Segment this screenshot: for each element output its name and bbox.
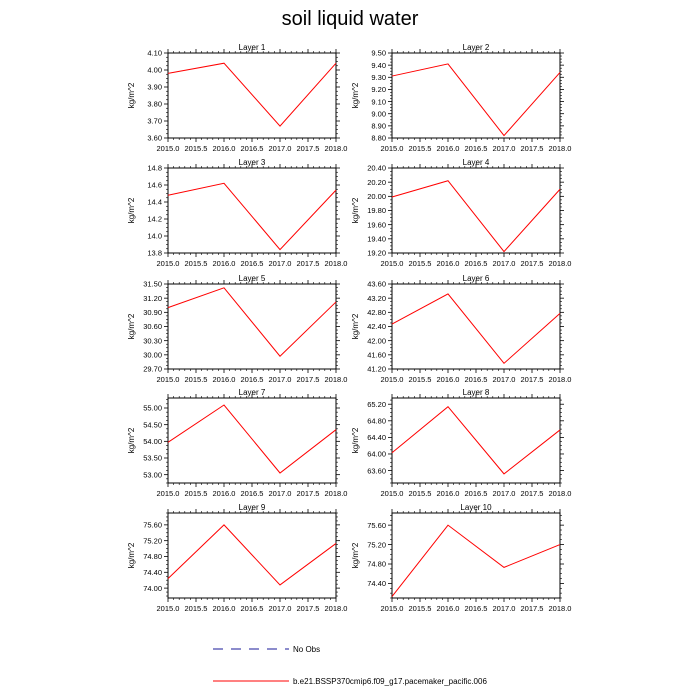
x-tick-label: 2016.5 [464, 144, 488, 153]
y-tick-label: 9.20 [371, 85, 386, 95]
series-line [168, 525, 336, 585]
y-tick-label: 9.40 [371, 60, 386, 70]
x-tick-label: 2017.5 [520, 144, 544, 153]
y-tick-label: 54.50 [143, 420, 162, 430]
panel-title: Layer 6 [462, 274, 490, 283]
y-axis-label: kg/m^2 [351, 313, 360, 340]
y-tick-label: 75.20 [143, 536, 162, 546]
y-axis-label: kg/m^2 [351, 542, 360, 569]
x-tick-label: 2017.0 [268, 144, 292, 153]
y-axis-label: kg/m^2 [351, 427, 360, 454]
panel-title: Layer 10 [460, 503, 492, 512]
y-tick-label: 3.60 [147, 133, 162, 143]
y-tick-label: 75.20 [367, 540, 386, 550]
x-tick-label: 2015.0 [156, 144, 180, 153]
y-tick-label: 74.00 [143, 583, 162, 593]
y-tick-label: 14.6 [147, 180, 162, 190]
x-tick-label: 2017.0 [492, 604, 516, 613]
page-title: soil liquid water [281, 8, 419, 30]
x-tick-label: 2016.0 [212, 144, 236, 153]
y-tick-label: 9.50 [371, 48, 386, 58]
x-tick-label: 2015.5 [408, 259, 432, 268]
plot-frame [168, 168, 336, 253]
y-tick-label: 41.60 [367, 350, 386, 360]
y-tick-label: 31.50 [143, 279, 162, 289]
x-tick-label: 2016.5 [464, 259, 488, 268]
y-tick-label: 3.90 [147, 82, 162, 92]
series-line [392, 407, 560, 474]
x-tick-label: 2015.0 [156, 259, 180, 268]
x-tick-label: 2015.0 [380, 375, 404, 384]
x-tick-label: 2015.0 [380, 259, 404, 268]
x-tick-label: 2015.5 [184, 489, 208, 498]
y-tick-label: 42.40 [367, 322, 386, 332]
y-tick-label: 42.80 [367, 308, 386, 318]
y-tick-label: 75.60 [143, 520, 162, 530]
y-tick-label: 8.90 [371, 121, 386, 131]
chart-panel [127, 274, 347, 384]
y-tick-label: 14.0 [147, 231, 162, 241]
x-tick-label: 2016.0 [212, 604, 236, 613]
panel-title: Layer 9 [238, 503, 266, 512]
panel-title: Layer 4 [462, 158, 490, 167]
chart-panel [127, 388, 347, 498]
x-tick-label: 2018.0 [548, 489, 572, 498]
y-tick-label: 31.20 [143, 293, 162, 303]
series-line [168, 183, 336, 249]
x-tick-label: 2015.0 [156, 604, 180, 613]
chart-panel [127, 503, 347, 613]
y-tick-label: 8.80 [371, 133, 386, 143]
y-tick-label: 54.00 [143, 437, 162, 447]
y-tick-label: 43.60 [367, 279, 386, 289]
y-tick-label: 55.00 [143, 403, 162, 413]
y-tick-label: 64.00 [367, 449, 386, 459]
y-tick-label: 4.10 [147, 48, 162, 58]
x-tick-label: 2016.5 [464, 489, 488, 498]
x-tick-label: 2015.0 [156, 489, 180, 498]
y-tick-label: 20.00 [367, 192, 386, 202]
x-tick-label: 2016.0 [436, 144, 460, 153]
x-tick-label: 2018.0 [548, 144, 572, 153]
y-tick-label: 14.8 [147, 163, 162, 173]
x-tick-label: 2016.0 [436, 375, 460, 384]
x-tick-label: 2015.5 [408, 375, 432, 384]
plot-frame [392, 168, 560, 253]
chart-panel [127, 43, 347, 153]
legend-model-label: b.e21.BSSP370cmip6.f09_g17.pacemaker_pacific.006 [293, 677, 487, 686]
x-tick-label: 2017.0 [492, 489, 516, 498]
series-line [392, 181, 560, 252]
x-tick-label: 2018.0 [324, 489, 348, 498]
y-tick-label: 74.80 [143, 552, 162, 562]
panel-title: Layer 8 [462, 388, 490, 397]
x-tick-label: 2017.5 [520, 259, 544, 268]
x-tick-label: 2016.5 [240, 489, 264, 498]
x-tick-label: 2016.0 [436, 604, 460, 613]
y-tick-label: 3.70 [147, 116, 162, 126]
panel-title: Layer 5 [238, 274, 266, 283]
y-tick-label: 19.40 [367, 234, 386, 244]
y-tick-label: 53.00 [143, 470, 162, 480]
y-axis-label: kg/m^2 [127, 427, 136, 454]
x-tick-label: 2016.5 [240, 259, 264, 268]
x-tick-label: 2018.0 [324, 375, 348, 384]
y-tick-label: 64.80 [367, 416, 386, 426]
x-tick-label: 2015.0 [380, 489, 404, 498]
legend-obs-label: No Obs [293, 645, 321, 654]
x-tick-label: 2017.0 [492, 144, 516, 153]
x-tick-label: 2015.5 [408, 144, 432, 153]
x-tick-label: 2017.5 [296, 144, 320, 153]
y-tick-label: 19.60 [367, 220, 386, 230]
x-tick-label: 2017.5 [520, 489, 544, 498]
y-tick-label: 74.40 [367, 579, 386, 589]
y-axis-label: kg/m^2 [127, 82, 136, 109]
x-tick-label: 2015.5 [408, 489, 432, 498]
y-tick-label: 9.30 [371, 72, 386, 82]
y-tick-label: 4.00 [147, 65, 162, 75]
chart-panel [351, 503, 571, 613]
y-tick-label: 53.50 [143, 453, 162, 463]
x-tick-label: 2016.5 [240, 604, 264, 613]
y-tick-label: 30.00 [143, 350, 162, 360]
y-axis-label: kg/m^2 [127, 313, 136, 340]
y-tick-label: 14.4 [147, 197, 162, 207]
y-tick-label: 19.80 [367, 206, 386, 216]
x-tick-label: 2018.0 [324, 604, 348, 613]
panel-title: Layer 2 [462, 43, 490, 52]
x-tick-label: 2017.0 [492, 259, 516, 268]
y-tick-label: 65.20 [367, 399, 386, 409]
panel-title: Layer 7 [238, 388, 266, 397]
chart-panel [351, 158, 571, 268]
panel-title: Layer 3 [238, 158, 266, 167]
y-tick-label: 19.20 [367, 248, 386, 258]
y-tick-label: 30.90 [143, 308, 162, 318]
x-tick-label: 2016.0 [212, 259, 236, 268]
y-tick-label: 75.60 [367, 520, 386, 530]
y-tick-label: 30.30 [143, 336, 162, 346]
y-tick-label: 13.8 [147, 248, 162, 258]
x-tick-label: 2017.5 [520, 375, 544, 384]
x-tick-label: 2017.0 [268, 604, 292, 613]
x-tick-label: 2016.5 [240, 375, 264, 384]
series-line [168, 405, 336, 473]
x-tick-label: 2017.5 [520, 604, 544, 613]
y-tick-label: 9.10 [371, 97, 386, 107]
legend [213, 645, 487, 686]
x-tick-label: 2017.5 [296, 259, 320, 268]
panel-title: Layer 1 [238, 43, 266, 52]
x-tick-label: 2016.0 [436, 259, 460, 268]
y-tick-label: 29.70 [143, 364, 162, 374]
y-tick-label: 64.40 [367, 433, 386, 443]
series-line [168, 63, 336, 126]
x-tick-label: 2018.0 [324, 144, 348, 153]
y-tick-label: 3.80 [147, 99, 162, 109]
x-tick-label: 2015.5 [184, 259, 208, 268]
x-tick-label: 2015.5 [408, 604, 432, 613]
x-tick-label: 2017.0 [268, 259, 292, 268]
plot-frame [168, 53, 336, 138]
x-tick-label: 2015.5 [184, 144, 208, 153]
y-axis-label: kg/m^2 [127, 197, 136, 224]
y-tick-label: 74.40 [143, 568, 162, 578]
x-tick-label: 2016.5 [240, 144, 264, 153]
x-tick-label: 2017.5 [296, 489, 320, 498]
x-tick-label: 2015.0 [380, 144, 404, 153]
x-tick-label: 2017.5 [296, 604, 320, 613]
x-tick-label: 2018.0 [548, 375, 572, 384]
y-tick-label: 42.00 [367, 336, 386, 346]
series-line [392, 64, 560, 136]
plot-frame [392, 513, 560, 598]
x-tick-label: 2018.0 [548, 604, 572, 613]
y-tick-label: 20.40 [367, 163, 386, 173]
y-tick-label: 20.20 [367, 177, 386, 187]
chart-panel [351, 274, 571, 384]
x-tick-label: 2016.5 [464, 604, 488, 613]
y-axis-label: kg/m^2 [351, 82, 360, 109]
y-axis-label: kg/m^2 [127, 542, 136, 569]
x-tick-label: 2015.5 [184, 604, 208, 613]
y-tick-label: 43.20 [367, 293, 386, 303]
x-tick-label: 2015.0 [156, 375, 180, 384]
x-tick-label: 2016.0 [436, 489, 460, 498]
y-tick-label: 9.00 [371, 109, 386, 119]
x-tick-label: 2018.0 [548, 259, 572, 268]
x-tick-label: 2016.5 [464, 375, 488, 384]
x-tick-label: 2017.0 [268, 375, 292, 384]
y-tick-label: 74.80 [367, 559, 386, 569]
plot-frame [168, 398, 336, 483]
chart-panel [351, 43, 571, 153]
x-tick-label: 2017.0 [492, 375, 516, 384]
x-tick-label: 2016.0 [212, 375, 236, 384]
x-tick-label: 2016.0 [212, 489, 236, 498]
y-tick-label: 30.60 [143, 322, 162, 332]
series-line [392, 525, 560, 596]
y-tick-label: 41.20 [367, 364, 386, 374]
plot-frame [392, 53, 560, 138]
series-line [392, 294, 560, 363]
chart-panel [351, 388, 571, 498]
x-tick-label: 2015.0 [380, 604, 404, 613]
y-axis-label: kg/m^2 [351, 197, 360, 224]
x-tick-label: 2017.0 [268, 489, 292, 498]
plot-frame [392, 284, 560, 369]
chart-panel [127, 158, 347, 268]
y-tick-label: 63.60 [367, 466, 386, 476]
x-tick-label: 2018.0 [324, 259, 348, 268]
series-line [168, 288, 336, 356]
x-tick-label: 2017.5 [296, 375, 320, 384]
y-tick-label: 14.2 [147, 214, 162, 224]
x-tick-label: 2015.5 [184, 375, 208, 384]
